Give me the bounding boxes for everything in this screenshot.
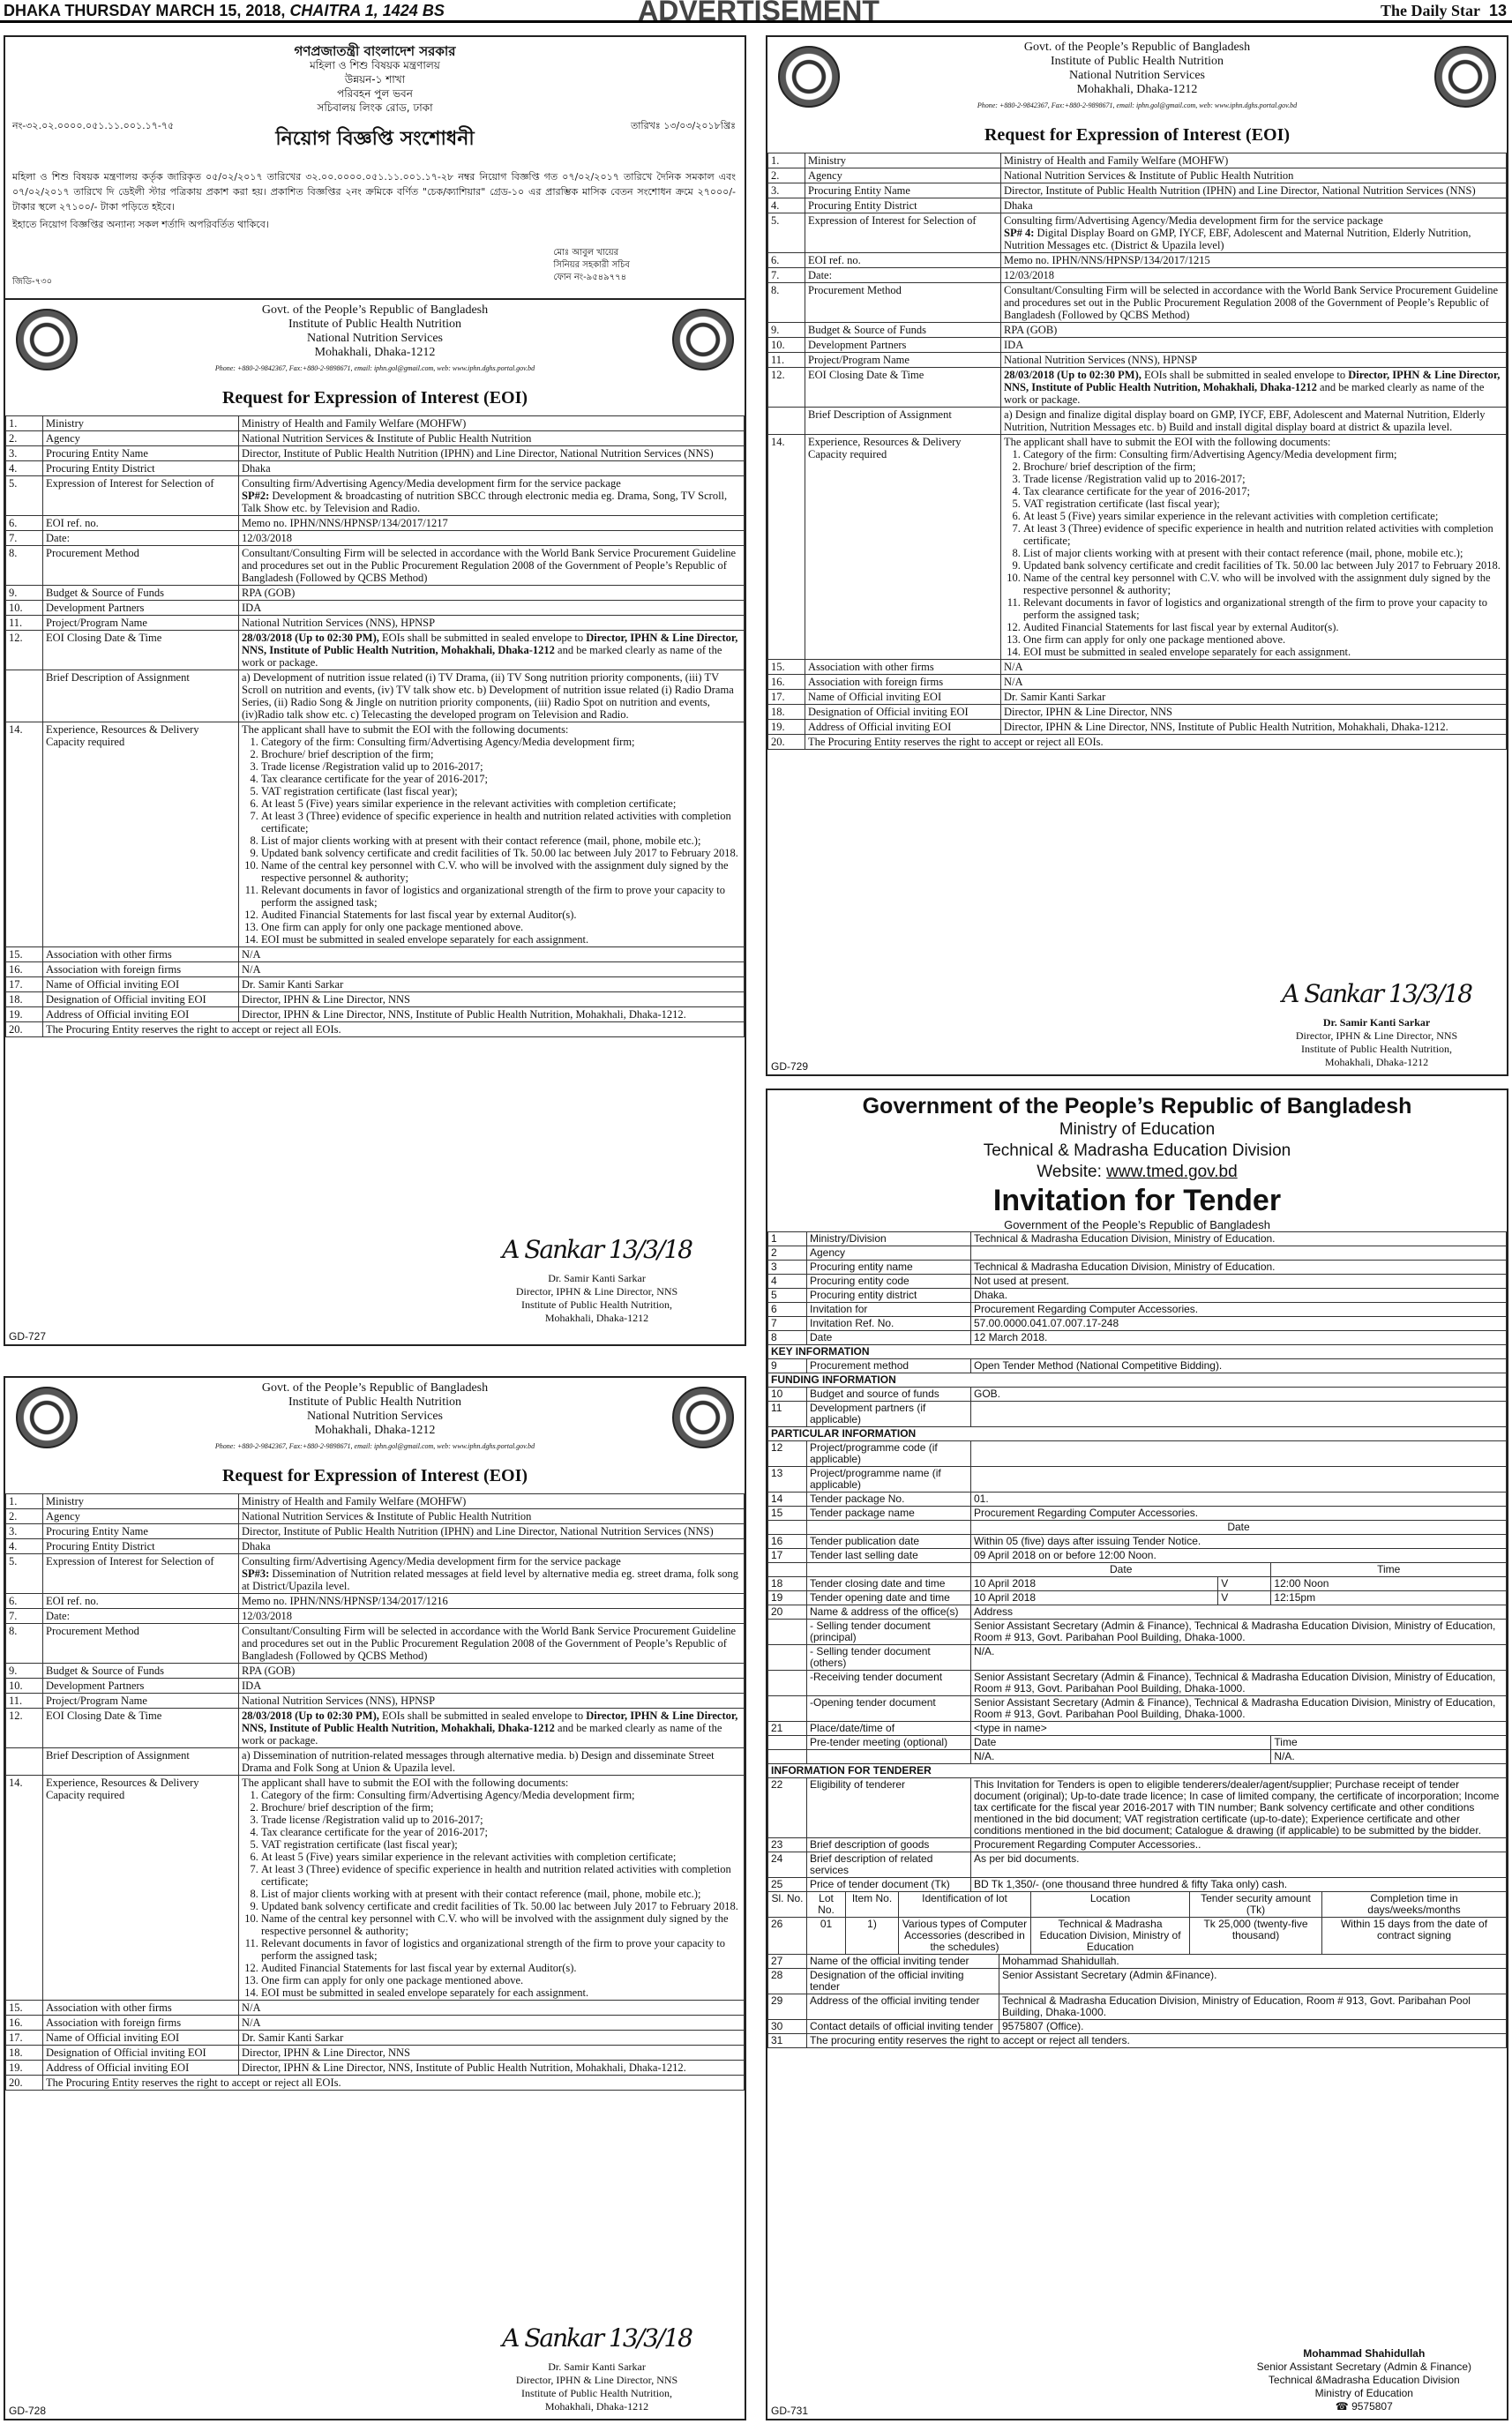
ad-code: GD-731 xyxy=(771,2405,809,2417)
ad-code: GD-729 xyxy=(771,1060,809,1073)
table-row: Brief Description of Assignment a) Dissemination of nutrition-related messages through alternative media. b) Design and disseminate Street Drama and Folk Song at Union & Upazila level. xyxy=(6,1748,745,1776)
table-row: 14. Experience, Resources & Delivery Capacity required The applicant shall have to submit the EOI with the following documents: 1. Category of the firm: Consulting firm/Advertising Agency/Media development firm; 2. Brochure/ brief description of the firm; 3. Trade license /Registration valid up to 2016-2017; 4. Tax clearance certificate for the year of 2016-2017; 5. VAT registration certificate (last fiscal year); 6. At least 5 (Five) years similar experience in the relevant activities with completion certificate; 7. At least 3 (Three) evidence of specific experience in health and nutrition related activities with completion certificate; 8. List of major clients working with at present with their contact reference (mail, phone, mobile etc.); 9. Updated bank solvency certificate and credit facilities of Tk. 50.00 lac between July 2017 to February 2018. 10. Name of the central key personnel with C.V. who will be involved with the assignment duly signed by the respective personnel & authority; 11. Relevant documents in favor of logistics and organizational strength of the firm to prove your capacity to perform the assigned task; 12. Audited Financial Statements for last fiscal year by external Auditor(s). 13. One firm can apply for only one package mentioned above. 14. EOI must be submitted in sealed envelope separately for each assignment. xyxy=(6,1776,745,2001)
tender-signature-block: Mohammad Shahidullah Senior Assistant Secretary (Admin & Finance) Technical &Madrasha Education Division Ministry of Education ☎ 9575807 xyxy=(1256,2347,1471,2413)
table-row: 3. Procuring Entity Name Director, Institute of Public Health Nutrition (IPHN) and Line Director, National Nutrition Services (NNS) xyxy=(6,1524,745,1539)
table-row: 18. Designation of Official inviting EOI Director, IPHN & Line Director, NNS xyxy=(6,992,745,1007)
tender-govt-title: Government of the People’s Republic of Bangladesh xyxy=(862,1094,1412,1118)
table-row: 12. EOI Closing Date & Time 28/03/2018 (Up to 02:30 PM), EOIs shall be submitted in sealed envelope to Director, IPHN & Line Director, NNS, Institute of Public Health Nutrition, Mohakhali, Dhaka-1212 and be marked clearly as name of the work or package. xyxy=(6,631,745,670)
notice-body-2: ইহাতে নিয়োগ বিজ্ঞপ্তির অন্যান্য সকল শর্তাদি অপরিবর্তিত থাকিবে। xyxy=(12,219,269,230)
table-row: 2. Agency National Nutrition Services & Institute of Public Health Nutrition xyxy=(768,168,1507,183)
notice-ministry: মহিলা ও শিশু বিষয়ক মন্ত্রণালয় xyxy=(310,59,440,71)
tender-ministry: Ministry of Education xyxy=(1059,1120,1216,1139)
table-row: 6. EOI ref. no. Memo no. IPHN/NNS/HPNSP/134/2017/1217 xyxy=(6,516,745,531)
table-row: 20. The Procuring Entity reserves the right to accept or reject all EOIs. xyxy=(768,735,1507,750)
table-row: - Selling tender document (principal) Senior Assistant Secretary (Admin & Finance), Technical & Madrasha Education Division, Ministry of Education, Room # 913, Govt. Paribahan Pool Building, Dhaka-1000. xyxy=(768,1620,1507,1645)
table-row: 28 Designation of the official inviting tender Senior Assistant Secretary (Admin &Finance). xyxy=(768,1969,1507,1994)
eoi-org-header: Govt. of the People’s Republic of Bangladesh Institute of Public Health Nutrition National Nutrition Services Mohakhali, Dhaka-1212 Phone: +880-2-9842367, Fax:+880-2-9898671, email: iphn.gol@gmail.com, web: www.iphn.dghs.portal.gov.bd xyxy=(214,303,535,372)
eoi-signature-block: A Sankar 13/3/18 Dr. Samir Kanti Sarkar Director, IPHN & Line Director, NNS Institute of Public Health Nutrition, Mohakhali, Dhaka-1212 xyxy=(1282,979,1471,1068)
ad-code: GD-727 xyxy=(9,1330,47,1343)
ad-code: GD-728 xyxy=(9,2405,47,2417)
tender-website: Website: www.tmed.gov.bd xyxy=(1037,1163,1238,1181)
table-row: 1. Ministry Ministry of Health and Family Welfare (MOHFW) xyxy=(6,416,745,431)
eoi-title: Request for Expression of Interest (EOI) xyxy=(221,1466,528,1485)
table-row: 20. The Procuring Entity reserves the right to accept or reject all EOIs. xyxy=(6,2076,745,2091)
table-row: 12 Project/programme code (if applicable) xyxy=(768,1441,1507,1467)
table-row: 16. Association with foreign firms N/A xyxy=(6,2016,745,2031)
table-row: - Selling tender document (others) N/A. xyxy=(768,1645,1507,1671)
section-heading: KEY INFORMATION xyxy=(768,1345,1507,1359)
tender-ad-gd731 xyxy=(766,1089,1508,2420)
table-row: Date Time xyxy=(768,1563,1507,1577)
table-row: 19. Address of Official inviting EOI Director, IPHN & Line Director, NNS, Institute of Public Health Nutrition, Mohakhali, Dhaka-1212. xyxy=(6,2061,745,2076)
table-row: 9. Budget & Source of Funds RPA (GOB) xyxy=(768,323,1507,338)
dateline: DHAKA THURSDAY MARCH 15, 2018, CHAITRA 1, 1424 BS xyxy=(4,2,445,19)
table-row: 16. Association with foreign firms N/A xyxy=(768,675,1507,690)
phone-icon: ☎ 9575807 xyxy=(1335,2400,1393,2413)
table-row: 15. Association with other firms N/A xyxy=(6,2001,745,2016)
table-row: 5. Expression of Interest for Selection of Consulting firm/Advertising Agency/Media development firm for the service package SP#3: Dissemination of Nutrition related messages at field level by alternative media eg. street drama, folk song at District/Upazila level. xyxy=(6,1554,745,1594)
table-row: 13 Project/programme name (if applicable) xyxy=(768,1467,1507,1493)
table-header-row: Sl. No. Lot No. Item No. Identification of lot Location Tender security amount (Tk) Completion time in days/weeks/months xyxy=(768,1892,1507,1918)
notice-date: তারিখঃ ১৩/০৩/২০১৮খ্রিঃ xyxy=(630,120,736,131)
table-row: 19. Address of Official inviting EOI Director, IPHN & Line Director, NNS, Institute of Public Health Nutrition, Mohakhali, Dhaka-1212. xyxy=(6,1007,745,1022)
table-row: 14 Tender package No. 01. xyxy=(768,1493,1507,1507)
table-row: 9. Budget & Source of Funds RPA (GOB) xyxy=(6,586,745,601)
table-row: 5. Expression of Interest for Selection of Consulting firm/Advertising Agency/Media development firm for the service package SP#2: Development & broadcasting of nutrition SBCC through electronic media eg. Drama, Song, TV Scroll, Talk Show etc. by Television and Radio. xyxy=(6,476,745,516)
table-row: 3 Procuring entity name Technical & Madrasha Education Division, Ministry of Education. xyxy=(768,1261,1507,1275)
table-row: 11 Development partners (if applicable) xyxy=(768,1402,1507,1427)
tender-title: Invitation for Tender xyxy=(992,1184,1282,1217)
table-row: 17 Tender last selling date 09 April 2018 on or before 12:00 Noon. xyxy=(768,1549,1507,1563)
eoi-ad-gd727 xyxy=(4,298,746,1346)
table-row: 12. EOI Closing Date & Time 28/03/2018 (Up to 02:30 PM), EOIs shall be submitted in sealed envelope to Director, IPHN & Line Director, NNS, Institute of Public Health Nutrition, Mohakhali, Dhaka-1212 and be marked clearly as name of the work or package. xyxy=(6,1709,745,1748)
eoi-org-header: Govt. of the People’s Republic of Bangladesh Institute of Public Health Nutrition National Nutrition Services Mohakhali, Dhaka-1212 Phone: +880-2-9842367, Fax:+880-2-9898671, email: iphn.gol@gmail.com, web: www.iphn.dghs.portal.gov.bd xyxy=(214,1381,535,1450)
notice-signatory: মোঃ আবুল খায়ের সিনিয়র সহকারী সচিব ফোন নং-৯৫৪৯৭৭৪ xyxy=(553,248,630,282)
notice-govt: গণপ্রজাতন্ত্রী বাংলাদেশ সরকার xyxy=(294,43,456,59)
table-row: 2 Agency xyxy=(768,1246,1507,1261)
table-row: 10. Development Partners IDA xyxy=(6,1679,745,1694)
eoi-signature-block: A Sankar 13/3/18 Dr. Samir Kanti Sarkar Director, IPHN & Line Director, NNS Institute of Public Health Nutrition, Mohakhali, Dhaka-1212 xyxy=(502,1235,692,1324)
table-row: 8. Procurement Method Consultant/Consulting Firm will be selected in accordance with the World Bank Service Procurement Guideline and procedures set out in the Public Procurement Regulation 2008 of the Government of People’s Republic of Bangladesh (Followed by QCBS Method) xyxy=(768,283,1507,323)
bangladesh-seal-icon xyxy=(16,309,78,370)
eoi-title: Request for Expression of Interest (EOI) xyxy=(221,388,528,408)
section-heading: FUNDING INFORMATION xyxy=(768,1373,1507,1388)
notice-ref: নং-৩২.০২.০০০০.০৫১.১১.০০১.১৭-৭৫ xyxy=(12,120,175,131)
table-row: 7. Date: 12/03/2018 xyxy=(6,531,745,546)
table-row: 17. Name of Official inviting EOI Dr. Samir Kanti Sarkar xyxy=(768,690,1507,705)
table-row: 29 Address of the official inviting tender Technical & Madrasha Education Division, Ministry of Education, Room # 913, Govt. Paribahan Pool Building, Dhaka-1000. xyxy=(768,1994,1507,2020)
table-row: 4. Procuring Entity District Dhaka xyxy=(6,461,745,476)
table-row: 17. Name of Official inviting EOI Dr. Samir Kanti Sarkar xyxy=(6,977,745,992)
table-row: 3. Procuring Entity Name Director, Institute of Public Health Nutrition (IPHN) and Line Director, National Nutrition Services (NNS) xyxy=(768,183,1507,198)
iphn-logo-icon xyxy=(672,1387,734,1448)
bangladesh-seal-icon xyxy=(16,1387,78,1448)
table-row: 2. Agency National Nutrition Services & Institute of Public Health Nutrition xyxy=(6,431,745,446)
table-row: 6 Invitation for Procurement Regarding Computer Accessories. xyxy=(768,1303,1507,1317)
table-row: 31 The procuring entity reserves the right to accept or reject all tenders. xyxy=(768,2034,1507,2048)
table-row: 10. Development Partners IDA xyxy=(6,601,745,616)
eoi-ad-gd729 xyxy=(766,35,1508,1076)
table-row: 21 Place/date/time of <type in name> xyxy=(768,1722,1507,1736)
signature-mark: A Sankar 13/3/18 xyxy=(1282,979,1471,1008)
eoi-table xyxy=(5,1493,745,2091)
table-row: 5 Procuring entity district Dhaka. xyxy=(768,1289,1507,1303)
table-row: 6. EOI ref. no. Memo no. IPHN/NNS/HPNSP/134/2017/1215 xyxy=(768,253,1507,268)
table-row: -Receiving tender document Senior Assistant Secretary (Admin & Finance), Technical & Madrasha Education Division, Ministry of Education, Room # 913, Govt. Paribahan Pool Building, Dhaka-1000. xyxy=(768,1671,1507,1696)
table-row: 17. Name of Official inviting EOI Dr. Samir Kanti Sarkar xyxy=(6,2031,745,2046)
table-row: 6. EOI ref. no. Memo no. IPHN/NNS/HPNSP/134/2017/1216 xyxy=(6,1594,745,1609)
table-row: 1. Ministry Ministry of Health and Family Welfare (MOHFW) xyxy=(768,153,1507,168)
notice-address: সচিবালয় লিংক রোড, ঢাকা xyxy=(317,101,433,114)
section-label: ADVERTISEMENT xyxy=(638,0,880,26)
table-row: 7. Date: 12/03/2018 xyxy=(6,1609,745,1624)
table-row: 15 Tender package name Procurement Regarding Computer Accessories. xyxy=(768,1507,1507,1521)
table-row: 11. Project/Program Name National Nutrition Services (NNS), HPNSP xyxy=(6,1694,745,1709)
table-row: 11. Project/Program Name National Nutrition Services (NNS), HPNSP xyxy=(768,353,1507,368)
signature-mark: A Sankar 13/3/18 xyxy=(502,1235,692,1264)
eoi-table xyxy=(5,415,745,1037)
masthead: The Daily Star 13 xyxy=(1380,2,1507,19)
bangla-notice-ad xyxy=(4,35,746,300)
eoi-title: Request for Expression of Interest (EOI) xyxy=(984,125,1291,145)
table-row: 8. Procurement Method Consultant/Consulting Firm will be selected in accordance with the World Bank Service Procurement Guideline and procedures set out in the Public Procurement Regulation 2008 of the Government of People’s Republic of Bangladesh (Followed by QCBS Method) xyxy=(6,546,745,586)
table-row: 9 Procurement method Open Tender Method (National Competitive Bidding). xyxy=(768,1359,1507,1373)
table-row: 14. Experience, Resources & Delivery Capacity required The applicant shall have to submit the EOI with the following documents: 1. Category of the firm: Consulting firm/Advertising Agency/Media development firm; 2. Brochure/ brief description of the firm; 3. Trade license /Registration valid up to 2016-2017; 4. Tax clearance certificate for the year of 2016-2017; 5. VAT registration certificate (last fiscal year); 6. At least 5 (Five) years similar experience in the relevant activities with completion certificate; 7. At least 3 (Three) evidence of specific experience in health and nutrition related activities with completion certificate; 8. List of major clients working with at present with their contact reference (mail, phone, mobile etc.); 9. Updated bank solvency certificate and credit facilities of Tk. 50.00 lac between July 2017 to February 2018. 10. Name of the central key personnel with C.V. who will be involved with the assignment duly signed by the respective personnel & authority; 11. Relevant documents in favor of logistics and organizational strength of the firm to prove your capacity to perform the assigned task; 12. Audited Financial Statements for last fiscal year by external Auditor(s). 13. One firm can apply for only one package mentioned above. 14. EOI must be submitted in sealed envelope separately for each assignment. xyxy=(768,435,1507,660)
page-header xyxy=(0,0,1512,26)
table-row: 10 Budget and source of funds GOB. xyxy=(768,1388,1507,1402)
table-row: 20 Name & address of the office(s) Address xyxy=(768,1605,1507,1620)
iphn-logo-icon xyxy=(672,309,734,370)
table-row: 18 Tender closing date and time 10 April 2018 V 12:00 Noon xyxy=(768,1577,1507,1591)
website-link[interactable]: www.tmed.gov.bd xyxy=(1106,1163,1238,1181)
table-row: 9. Budget & Source of Funds RPA (GOB) xyxy=(6,1664,745,1679)
table-row: 25 Price of tender document (Tk) BD Tk 1,350/- (one thousand three hundred & fifty Taka only) cash. xyxy=(768,1878,1507,1892)
table-row: 7. Date: 12/03/2018 xyxy=(768,268,1507,283)
table-row: 15. Association with other firms N/A xyxy=(768,660,1507,675)
table-row: 1 Ministry/Division Technical & Madrasha Education Division, Ministry of Education. xyxy=(768,1232,1507,1246)
table-row: 4 Procuring entity code Not used at present. xyxy=(768,1275,1507,1289)
table-row: 16. Association with foreign firms N/A xyxy=(6,962,745,977)
table-row: 30 Contact details of official inviting tender 9575807 (Office). xyxy=(768,2020,1507,2034)
table-row: 18. Designation of Official inviting EOI Director, IPHN & Line Director, NNS xyxy=(768,705,1507,720)
notice-branch: উন্নয়ন-১ শাখা xyxy=(344,73,406,86)
table-row: 7 Invitation Ref. No. 57.00.0000.041.07.007.17-248 xyxy=(768,1317,1507,1331)
tender-division: Technical & Madrasha Education Division xyxy=(983,1141,1291,1160)
tender-official-table xyxy=(767,1954,1507,2048)
table-row: -Opening tender document Senior Assistant Secretary (Admin & Finance), Technical & Madrasha Education Division, Ministry of Education, Room # 913, Govt. Paribahan Pool Building, Dhaka-1000. xyxy=(768,1696,1507,1722)
bangladesh-seal-icon xyxy=(778,46,840,108)
table-row: 18. Designation of Official inviting EOI Director, IPHN & Line Director, NNS xyxy=(6,2046,745,2061)
table-row: 3. Procuring Entity Name Director, Institute of Public Health Nutrition (IPHN) and Line Director, National Nutrition Services (NNS) xyxy=(6,446,745,461)
table-row: Date xyxy=(768,1521,1507,1535)
table-row: 1. Ministry Ministry of Health and Family Welfare (MOHFW) xyxy=(6,1494,745,1509)
table-row: 19. Address of Official inviting EOI Director, IPHN & Line Director, NNS, Institute of Public Health Nutrition, Mohakhali, Dhaka-1212. xyxy=(768,720,1507,735)
eoi-org-header: Govt. of the People’s Republic of Bangladesh Institute of Public Health Nutrition National Nutrition Services Mohakhali, Dhaka-1212 Phone: +880-2-9842367, Fax:+880-2-9898671, email: iphn.gol@gmail.com, web: www.iphn.dghs.portal.gov.bd xyxy=(977,41,1298,109)
table-row: 4. Procuring Entity District Dhaka xyxy=(6,1539,745,1554)
table-row: 14. Experience, Resources & Delivery Capacity required The applicant shall have to submit the EOI with the following documents: 1. Category of the firm: Consulting firm/Advertising Agency/Media development firm; 2. Brochure/ brief description of the firm; 3. Trade license /Registration valid up to 2016-2017; 4. Tax clearance certificate for the year of 2016-2017; 5. VAT registration certificate (last fiscal year); 6. At least 5 (Five) years similar experience in the relevant activities with completion certificate; 7. At least 3 (Three) evidence of specific experience in health and nutrition related activities with completion certificate; 8. List of major clients working with at present with their contact reference (mail, phone, mobile etc.); 9. Updated bank solvency certificate and credit facilities of Tk. 50.00 lac between July 2017 to February 2018. 10. Name of the central key personnel with C.V. who will be involved with the assignment duly signed by the respective personnel & authority; 11. Relevant documents in favor of logistics and organizational strength of the firm to prove your capacity to perform the assigned task; 12. Audited Financial Statements for last fiscal year by external Auditor(s). 13. One firm can apply for only one package mentioned above. 14. EOI must be submitted in sealed envelope separately for each assignment. xyxy=(6,722,745,947)
table-row: 19 Tender opening date and time 10 April 2018 V 12:15pm xyxy=(768,1591,1507,1605)
table-row: 5. Expression of Interest for Selection of Consulting firm/Advertising Agency/Media development firm for the service package SP# 4: Digital Display Board on GMP, IYCF, EBF, Adolescent and Maternal Nutrition, Elderly Nutrition, Nutrition Messages etc. (District & Upazila level) xyxy=(768,213,1507,253)
table-row: 12. EOI Closing Date & Time 28/03/2018 (Up to 02:30 PM), EOIs shall be submitted in sealed envelope to Director, IPHN & Line Director, NNS, Institute of Public Health Nutrition, Mohakhali, Dhaka-1212 and be marked clearly as name of the work or package. xyxy=(768,368,1507,408)
table-row: Brief Description of Assignment a) Development of nutrition issue related (i) TV Drama, (ii) TV Song nutrition priority components, (iii) TV Scroll on nutrition and events, (iv) TV talk show etc. b) Development of nutrition issue related (i) Radio Drama Series, (ii) Radio Song & Jingle on nutrition priority components, (iii) Radio Spot on nutrition and events, (iv)Radio talk show etc. c) Telecasting the developed program on Television and Radio. xyxy=(6,670,745,722)
tender-subtitle: Government of the People’s Republic of Bangladesh xyxy=(1004,1218,1270,1231)
table-row: 26 01 1) Various types of Computer Accessories (described in the schedules) Technical & Madrasha Education Division, Ministry of Education Tk 25,000 (twenty-five thousand) Within 15 days from the date of contract signing xyxy=(768,1918,1507,1955)
lot-table xyxy=(767,1891,1507,1955)
notice-title: নিয়োগ বিজ্ঞপ্তি সংশোধনী xyxy=(275,128,475,150)
notice-code: জিডি-৭৩০ xyxy=(12,277,53,287)
table-row: 15. Association with other firms N/A xyxy=(6,947,745,962)
eoi-ad-gd728 xyxy=(4,1376,746,2420)
table-row: N/A. N/A. xyxy=(768,1750,1507,1764)
section-heading: INFORMATION FOR TENDERER xyxy=(768,1764,1507,1778)
tender-table xyxy=(767,1231,1507,1892)
table-row: 8. Procurement Method Consultant/Consulting Firm will be selected in accordance with the World Bank Service Procurement Guideline and procedures set out in the Public Procurement Regulation 2008 of the Government of People’s Republic of Bangladesh (Followed by QCBS Method) xyxy=(6,1624,745,1664)
eoi-table xyxy=(767,153,1507,750)
table-row: Brief Description of Assignment a) Design and finalize digital display board on GMP, IYCF, EBF, Adolescent and Maternal Nutrition, Elderly Nutrition, Nutrition Messages etc. b) Build and install digital display board at district & upazila level. xyxy=(768,408,1507,435)
table-row: 20. The Procuring Entity reserves the right to accept or reject all EOIs. xyxy=(6,1022,745,1037)
table-row: 22 Eligibility of tenderer This Invitation for Tenders is open to eligible tenderers/dealer/agent/supplier; Purchase receipt of tender document (original); Up-to-date trade licence; In case of limited company, the certificate of incorporation; Income tax certificate for the fiscal year 2016-2017 with TIN number; Bank solvency certificate and other conditions mentioned in the bid document; VAT registration certificate (up-to-date); Experience certificate and other conditions mentioned in the bid document; Catalogue & drawing (if applicable) to be submitted by the bidder. xyxy=(768,1778,1507,1838)
table-row: 10. Development Partners IDA xyxy=(768,338,1507,353)
table-row: 4. Procuring Entity District Dhaka xyxy=(768,198,1507,213)
table-row: 2. Agency National Nutrition Services & Institute of Public Health Nutrition xyxy=(6,1509,745,1524)
table-row: 27 Name of the official inviting tender Mohammad Shahidullah. xyxy=(768,1955,1507,1969)
eoi-signature-block: A Sankar 13/3/18 Dr. Samir Kanti Sarkar Director, IPHN & Line Director, NNS Institute of Public Health Nutrition, Mohakhali, Dhaka-1212 xyxy=(502,2323,692,2413)
table-row: 23 Brief description of goods Procurement Regarding Computer Accessories.. xyxy=(768,1838,1507,1852)
table-row: 8 Date 12 March 2018. xyxy=(768,1331,1507,1345)
table-row: 16 Tender publication date Within 05 (five) days after issuing Tender Notice. xyxy=(768,1535,1507,1549)
table-row: Pre-tender meeting (optional) Date Time xyxy=(768,1736,1507,1750)
table-row: 11. Project/Program Name National Nutrition Services (NNS), HPNSP xyxy=(6,616,745,631)
signature-mark: A Sankar 13/3/18 xyxy=(502,2323,692,2353)
notice-building: পরিবহন পুল ভবন xyxy=(337,87,413,100)
table-row: 24 Brief description of related services As per bid documents. xyxy=(768,1852,1507,1878)
section-heading: PARTICULAR INFORMATION xyxy=(768,1427,1507,1441)
notice-body: মহিলা ও শিশু বিষয়ক মন্ত্রণালয় কর্তৃক জারিকৃত ০৫/০২/২০১৭ তারিখের ৩২.০০.০০০০.০৫১.১১.০০১.১৭-২৮ নম্বর নিয়োগ বিজ্ঞপ্তি গত ০৭/০২/২০১৭ তারিখে দৈনিক সমকাল এবং ০৭/০২/২০১৭ তারিখে দি ডেইলী স্টার পত্রিকায় প্রকাশ করা হয়। প্রকাশিত বিজ্ঞপ্তির ২নং ক্রমিকে বর্ণিত "চেক/ক্যাশিয়ার" গ্রেড-১০ এর প্রারম্ভিক মাসিক বেতন সংশোধন ক্রমে ২৭০০০/- টাকার স্থলে ২৭১০০/- টাকা পড়িতে হইবে। xyxy=(12,171,736,213)
iphn-logo-icon xyxy=(1434,46,1496,108)
